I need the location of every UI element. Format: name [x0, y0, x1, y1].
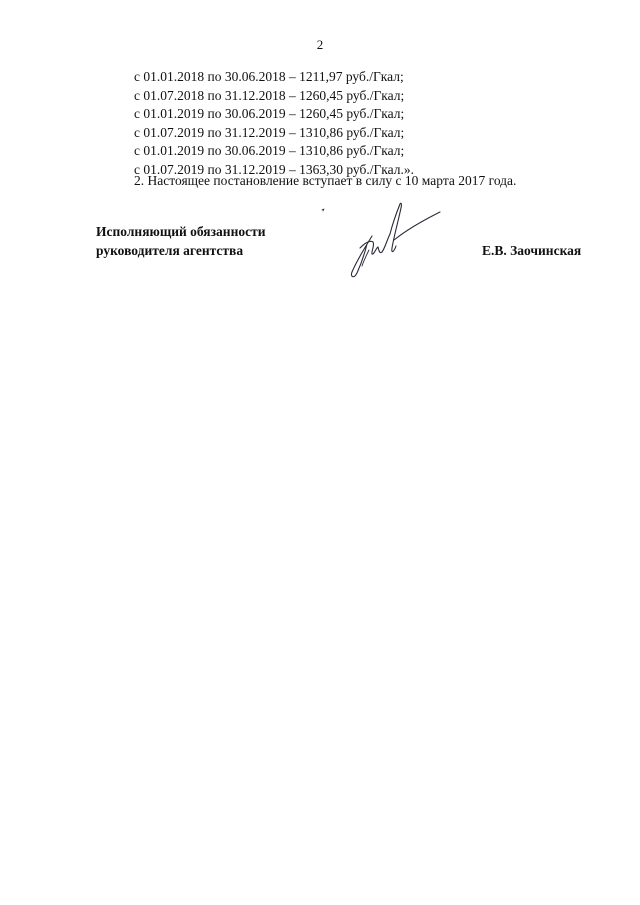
signatory-title [96, 222, 266, 260]
signatory-title-line-2: руководителя агентства [96, 243, 244, 258]
tariff-line: с 01.01.2018 по 30.06.2018 – 1211,97 руб./Гкал; [134, 69, 404, 84]
signatory-name: Е.В. Заочинская [482, 243, 582, 258]
tariff-line: с 01.07.2019 по 31.12.2019 – 1310,86 руб./Гкал; [134, 124, 405, 140]
signatory-title-line-1: Исполняющий обязанности [96, 224, 266, 239]
effective-date-clause: 2. Настоящее постановление вступает в силу с 10 марта 2017 года. [134, 173, 517, 188]
tariff-list [134, 68, 414, 180]
handwritten-signature [312, 196, 452, 288]
tariff-line: с 01.07.2019 по 31.12.2019 – 1363,30 руб./Гкал.». [134, 161, 414, 177]
page-number: 2 [316, 37, 324, 52]
tariff-line: с 01.01.2019 по 30.06.2019 – 1310,86 руб./Гкал; [134, 143, 405, 159]
tariff-line: с 01.07.2018 по 31.12.2018 – 1260,45 руб./Гкал; [134, 87, 405, 103]
tariff-line: с 01.01.2019 по 30.06.2019 – 1260,45 руб./Гкал; [134, 106, 405, 122]
